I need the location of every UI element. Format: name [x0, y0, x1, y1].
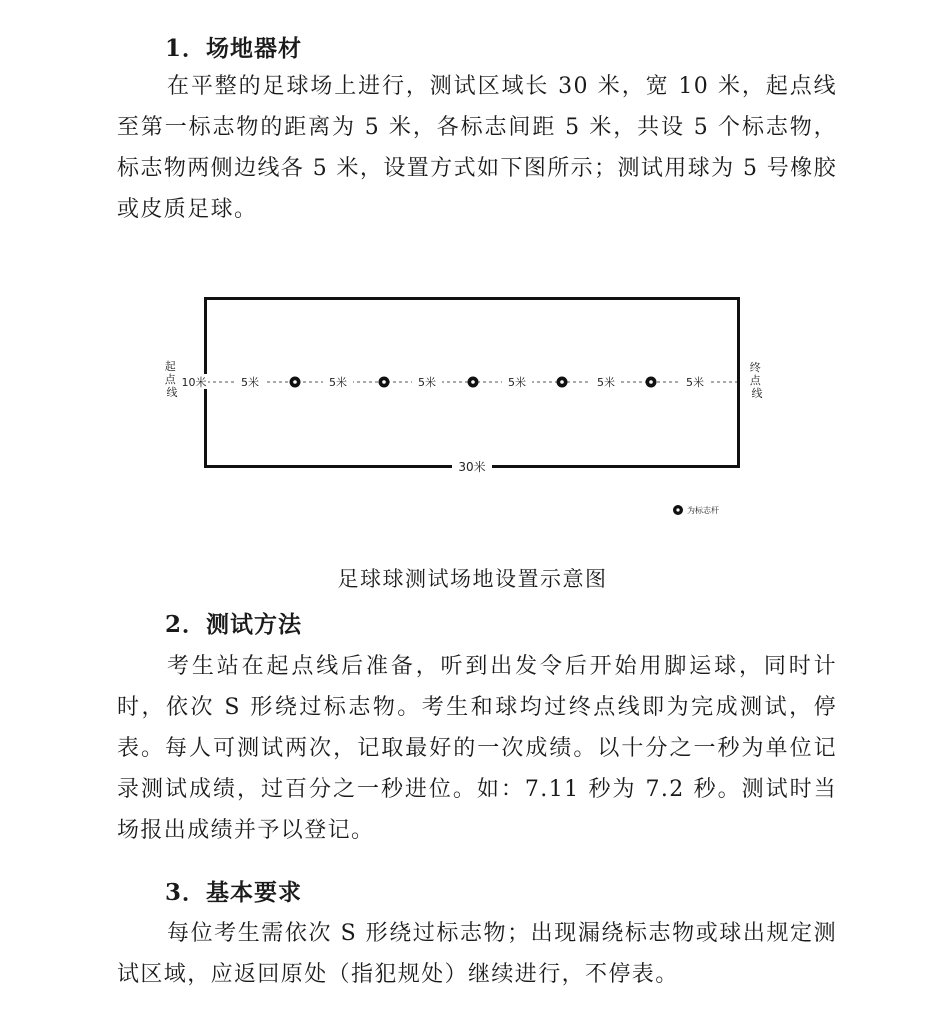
field-setup-diagram	[160, 285, 780, 525]
end-line-label	[750, 361, 765, 400]
legend-label: 为标志杆	[687, 506, 719, 515]
segment-label: 5米	[418, 376, 436, 389]
segment-label: 5米	[508, 376, 526, 389]
section-2-heading: 2．测试方法	[165, 611, 303, 638]
marker-pole	[290, 377, 301, 388]
legend-marker-icon	[673, 505, 683, 515]
section-2-text: 考生站在起点线后准备，听到出发令后开始用脚运球，同时计时，依次 S 形绕过标志物。考生和球均过终点线即为完成测试，停表。每人可测试两次，记取最好的一次成绩。以十分之一秒为单位记录测试成绩，过百分之一秒进位。如：7.11 秒为 7.2 秒。测试时当场报出成绩并予以登记。	[117, 654, 837, 843]
end-line-char-2: 点	[749, 374, 761, 387]
segment-label: 5米	[241, 376, 259, 389]
start-line-char-2: 点	[164, 373, 176, 386]
segment-label: 5米	[329, 376, 347, 389]
marker-pole	[468, 377, 479, 388]
start-line-char-1: 起	[164, 360, 176, 373]
section-1-text: 在平整的足球场上进行，测试区域长 30 米，宽 10 米，起点线至第一标志物的距离为 5 米，各标志间距 5 米，共设 5 个标志物，标志物两侧边线各 5 米，设置方式如下图所示；测试用球为 5 号橡胶或皮质足球。	[117, 74, 837, 222]
section-3-text: 每位考生需依次 S 形绕过标志物；出现漏绕标志物或球出规定测试区域，应返回原处（指犯规处）继续进行，不停表。	[117, 921, 837, 987]
end-line-char-3: 线	[751, 387, 763, 400]
section-1-heading: 1．场地器材	[165, 35, 303, 62]
segment-label: 5米	[686, 376, 704, 389]
marker-pole	[646, 377, 657, 388]
section-3-heading: 3．基本要求	[165, 879, 303, 906]
segment-label: 5米	[597, 376, 615, 389]
diagram-caption: 足球球测试场地设置示意图	[337, 567, 608, 591]
end-line-char-1: 终	[749, 361, 761, 374]
legend	[673, 505, 719, 515]
start-line-char-3: 线	[166, 386, 178, 399]
width-label: 10米	[181, 376, 207, 389]
marker-pole	[557, 377, 568, 388]
start-line-label	[165, 359, 180, 399]
marker-pole	[379, 377, 390, 388]
length-label: 30米	[458, 460, 486, 474]
